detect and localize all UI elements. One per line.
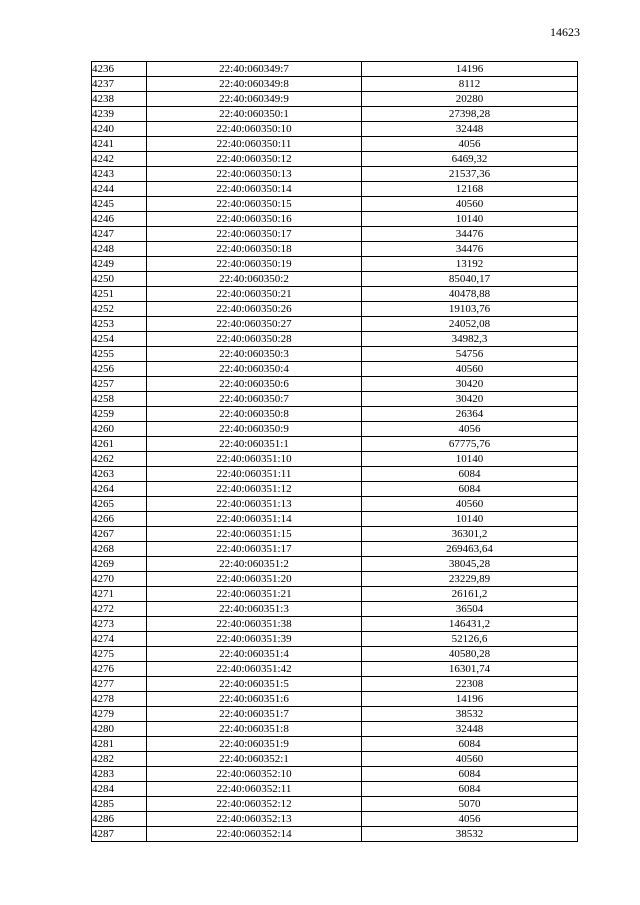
cadastral-value-table (91, 61, 578, 842)
row-number-cell: 4250 (92, 272, 147, 287)
row-number-cell: 4284 (92, 782, 147, 797)
row-number-cell: 4275 (92, 647, 147, 662)
row-number-cell: 4270 (92, 572, 147, 587)
cadastral-number-cell: 22:40:060352:13 (147, 812, 362, 827)
cadastral-number-cell: 22:40:060350:26 (147, 302, 362, 317)
value-cell: 146431,2 (362, 617, 578, 632)
table-row (92, 257, 578, 272)
row-number-cell: 4257 (92, 377, 147, 392)
cadastral-number-cell: 22:40:060351:20 (147, 572, 362, 587)
cadastral-number-cell: 22:40:060352:14 (147, 827, 362, 842)
table-row (92, 632, 578, 647)
row-number-cell: 4286 (92, 812, 147, 827)
table-row (92, 722, 578, 737)
cadastral-number-cell: 22:40:060350:6 (147, 377, 362, 392)
table-row (92, 392, 578, 407)
cadastral-number-cell: 22:40:060351:13 (147, 497, 362, 512)
table-row (92, 227, 578, 242)
row-number-cell: 4256 (92, 362, 147, 377)
value-cell: 6469,32 (362, 152, 578, 167)
table-row (92, 452, 578, 467)
row-number-cell: 4251 (92, 287, 147, 302)
row-number-cell: 4239 (92, 107, 147, 122)
row-number-cell: 4280 (92, 722, 147, 737)
cadastral-number-cell: 22:40:060350:3 (147, 347, 362, 362)
cadastral-number-cell: 22:40:060350:10 (147, 122, 362, 137)
cadastral-number-cell: 22:40:060352:11 (147, 782, 362, 797)
table-row (92, 197, 578, 212)
cadastral-number-cell: 22:40:060350:7 (147, 392, 362, 407)
value-cell: 4056 (362, 422, 578, 437)
row-number-cell: 4276 (92, 662, 147, 677)
value-cell: 269463,64 (362, 542, 578, 557)
value-cell: 40560 (362, 497, 578, 512)
value-cell: 20280 (362, 92, 578, 107)
row-number-cell: 4254 (92, 332, 147, 347)
row-number-cell: 4240 (92, 122, 147, 137)
row-number-cell: 4268 (92, 542, 147, 557)
table-row (92, 212, 578, 227)
value-cell: 10140 (362, 212, 578, 227)
cadastral-number-cell: 22:40:060351:9 (147, 737, 362, 752)
cadastral-number-cell: 22:40:060350:2 (147, 272, 362, 287)
row-number-cell: 4271 (92, 587, 147, 602)
table-row (92, 272, 578, 287)
value-cell: 36504 (362, 602, 578, 617)
value-cell: 67775,76 (362, 437, 578, 452)
row-number-cell: 4277 (92, 677, 147, 692)
value-cell: 16301,74 (362, 662, 578, 677)
cadastral-number-cell: 22:40:060351:8 (147, 722, 362, 737)
cadastral-number-cell: 22:40:060351:12 (147, 482, 362, 497)
value-cell: 38045,28 (362, 557, 578, 572)
row-number-cell: 4264 (92, 482, 147, 497)
table-row (92, 542, 578, 557)
value-cell: 40478,88 (362, 287, 578, 302)
row-number-cell: 4245 (92, 197, 147, 212)
cadastral-number-cell: 22:40:060351:3 (147, 602, 362, 617)
table-row (92, 527, 578, 542)
cadastral-number-cell: 22:40:060351:42 (147, 662, 362, 677)
cadastral-number-cell: 22:40:060350:18 (147, 242, 362, 257)
cadastral-number-cell: 22:40:060350:14 (147, 182, 362, 197)
value-cell: 6084 (362, 737, 578, 752)
cadastral-number-cell: 22:40:060350:1 (147, 107, 362, 122)
value-cell: 34982,3 (362, 332, 578, 347)
cadastral-number-cell: 22:40:060350:16 (147, 212, 362, 227)
cadastral-number-cell: 22:40:060349:9 (147, 92, 362, 107)
value-cell: 6084 (362, 767, 578, 782)
cadastral-number-cell: 22:40:060350:19 (147, 257, 362, 272)
value-cell: 40560 (362, 362, 578, 377)
table-row (92, 662, 578, 677)
cadastral-number-cell: 22:40:060349:8 (147, 77, 362, 92)
cadastral-number-cell: 22:40:060350:27 (147, 317, 362, 332)
value-cell: 14196 (362, 692, 578, 707)
row-number-cell: 4258 (92, 392, 147, 407)
row-number-cell: 4273 (92, 617, 147, 632)
cadastral-number-cell: 22:40:060351:38 (147, 617, 362, 632)
table-row (92, 602, 578, 617)
value-cell: 8112 (362, 77, 578, 92)
value-cell: 13192 (362, 257, 578, 272)
table-row (92, 377, 578, 392)
value-cell: 4056 (362, 812, 578, 827)
table-row (92, 152, 578, 167)
value-cell: 38532 (362, 827, 578, 842)
table-row (92, 422, 578, 437)
row-number-cell: 4281 (92, 737, 147, 752)
table-row (92, 77, 578, 92)
table-row (92, 497, 578, 512)
row-number-cell: 4262 (92, 452, 147, 467)
row-number-cell: 4266 (92, 512, 147, 527)
row-number-cell: 4259 (92, 407, 147, 422)
row-number-cell: 4255 (92, 347, 147, 362)
table-row (92, 737, 578, 752)
cadastral-number-cell: 22:40:060350:8 (147, 407, 362, 422)
value-cell: 40560 (362, 197, 578, 212)
row-number-cell: 4243 (92, 167, 147, 182)
cadastral-number-cell: 22:40:060351:5 (147, 677, 362, 692)
row-number-cell: 4248 (92, 242, 147, 257)
page-number: 14623 (550, 25, 580, 39)
row-number-cell: 4263 (92, 467, 147, 482)
cadastral-number-cell: 22:40:060352:12 (147, 797, 362, 812)
row-number-cell: 4282 (92, 752, 147, 767)
cadastral-number-cell: 22:40:060350:11 (147, 137, 362, 152)
value-cell: 32448 (362, 122, 578, 137)
cadastral-number-cell: 22:40:060351:14 (147, 512, 362, 527)
row-number-cell: 4285 (92, 797, 147, 812)
cadastral-number-cell: 22:40:060349:7 (147, 62, 362, 77)
value-cell: 14196 (362, 62, 578, 77)
cadastral-number-cell: 22:40:060351:10 (147, 452, 362, 467)
value-cell: 5070 (362, 797, 578, 812)
table-row (92, 797, 578, 812)
table-row (92, 707, 578, 722)
value-cell: 27398,28 (362, 107, 578, 122)
value-cell: 85040,17 (362, 272, 578, 287)
row-number-cell: 4272 (92, 602, 147, 617)
row-number-cell: 4278 (92, 692, 147, 707)
cadastral-number-cell: 22:40:060351:11 (147, 467, 362, 482)
value-cell: 21537,36 (362, 167, 578, 182)
cadastral-number-cell: 22:40:060350:17 (147, 227, 362, 242)
table-row (92, 692, 578, 707)
table-row (92, 467, 578, 482)
table-row (92, 407, 578, 422)
value-cell: 26364 (362, 407, 578, 422)
value-cell: 6084 (362, 467, 578, 482)
table-row (92, 287, 578, 302)
cadastral-number-cell: 22:40:060352:1 (147, 752, 362, 767)
value-cell: 34476 (362, 242, 578, 257)
table-row (92, 617, 578, 632)
value-cell: 10140 (362, 452, 578, 467)
row-number-cell: 4265 (92, 497, 147, 512)
value-cell: 34476 (362, 227, 578, 242)
table-row (92, 512, 578, 527)
table-row (92, 62, 578, 77)
table-row (92, 242, 578, 257)
value-cell: 36301,2 (362, 527, 578, 542)
row-number-cell: 4244 (92, 182, 147, 197)
row-number-cell: 4261 (92, 437, 147, 452)
table-row (92, 347, 578, 362)
table-row (92, 812, 578, 827)
row-number-cell: 4274 (92, 632, 147, 647)
value-cell: 4056 (362, 137, 578, 152)
table-row (92, 182, 578, 197)
table-row (92, 362, 578, 377)
row-number-cell: 4279 (92, 707, 147, 722)
row-number-cell: 4242 (92, 152, 147, 167)
value-cell: 40560 (362, 752, 578, 767)
table-row (92, 317, 578, 332)
cadastral-number-cell: 22:40:060351:21 (147, 587, 362, 602)
value-cell: 12168 (362, 182, 578, 197)
value-cell: 10140 (362, 512, 578, 527)
table-row (92, 482, 578, 497)
table-row (92, 767, 578, 782)
row-number-cell: 4247 (92, 227, 147, 242)
row-number-cell: 4238 (92, 92, 147, 107)
table-row (92, 92, 578, 107)
value-cell: 19103,76 (362, 302, 578, 317)
cadastral-number-cell: 22:40:060352:10 (147, 767, 362, 782)
cadastral-number-cell: 22:40:060351:4 (147, 647, 362, 662)
cadastral-number-cell: 22:40:060350:15 (147, 197, 362, 212)
row-number-cell: 4249 (92, 257, 147, 272)
table-row (92, 827, 578, 842)
cadastral-number-cell: 22:40:060350:4 (147, 362, 362, 377)
cadastral-number-cell: 22:40:060351:7 (147, 707, 362, 722)
table-row (92, 677, 578, 692)
cadastral-number-cell: 22:40:060350:12 (147, 152, 362, 167)
value-cell: 22308 (362, 677, 578, 692)
row-number-cell: 4253 (92, 317, 147, 332)
cadastral-number-cell: 22:40:060350:9 (147, 422, 362, 437)
value-cell: 24052,08 (362, 317, 578, 332)
cadastral-number-cell: 22:40:060351:17 (147, 542, 362, 557)
cadastral-number-cell: 22:40:060350:21 (147, 287, 362, 302)
row-number-cell: 4237 (92, 77, 147, 92)
cadastral-number-cell: 22:40:060351:2 (147, 557, 362, 572)
value-cell: 52126,6 (362, 632, 578, 647)
cadastral-number-cell: 22:40:060351:6 (147, 692, 362, 707)
table-row (92, 782, 578, 797)
row-number-cell: 4252 (92, 302, 147, 317)
cadastral-number-cell: 22:40:060350:28 (147, 332, 362, 347)
value-cell: 6084 (362, 782, 578, 797)
value-cell: 26161,2 (362, 587, 578, 602)
table-row (92, 437, 578, 452)
row-number-cell: 4267 (92, 527, 147, 542)
table-row (92, 107, 578, 122)
table-row (92, 302, 578, 317)
value-cell: 38532 (362, 707, 578, 722)
table-body (92, 62, 578, 842)
cadastral-number-cell: 22:40:060351:15 (147, 527, 362, 542)
value-cell: 40580,28 (362, 647, 578, 662)
cadastral-number-cell: 22:40:060351:39 (147, 632, 362, 647)
table-row (92, 332, 578, 347)
value-cell: 23229,89 (362, 572, 578, 587)
row-number-cell: 4241 (92, 137, 147, 152)
row-number-cell: 4287 (92, 827, 147, 842)
row-number-cell: 4260 (92, 422, 147, 437)
row-number-cell: 4236 (92, 62, 147, 77)
value-cell: 30420 (362, 377, 578, 392)
row-number-cell: 4283 (92, 767, 147, 782)
table-row (92, 752, 578, 767)
table-row (92, 137, 578, 152)
table-row (92, 587, 578, 602)
value-cell: 32448 (362, 722, 578, 737)
table-row (92, 572, 578, 587)
table-row (92, 167, 578, 182)
row-number-cell: 4246 (92, 212, 147, 227)
value-cell: 6084 (362, 482, 578, 497)
cadastral-number-cell: 22:40:060351:1 (147, 437, 362, 452)
table-row (92, 647, 578, 662)
table-row (92, 122, 578, 137)
value-cell: 54756 (362, 347, 578, 362)
value-cell: 30420 (362, 392, 578, 407)
cadastral-number-cell: 22:40:060350:13 (147, 167, 362, 182)
row-number-cell: 4269 (92, 557, 147, 572)
table-row (92, 557, 578, 572)
